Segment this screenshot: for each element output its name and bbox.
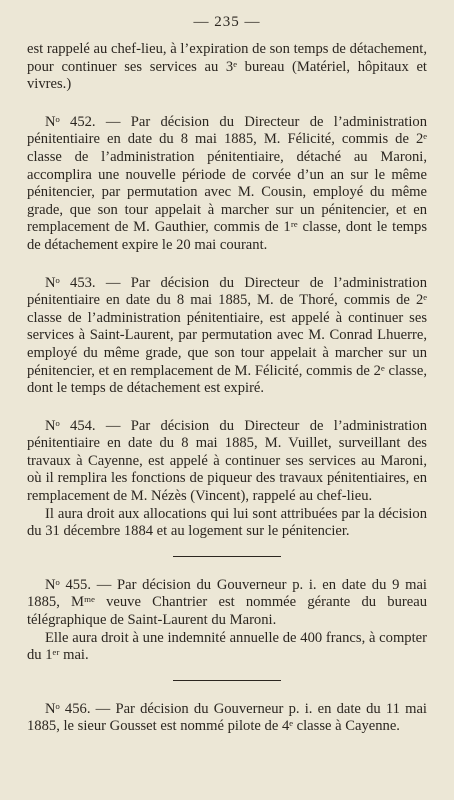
paragraph-decision-454: Nᵒ 454. — Par décision du Directeur de l’administration pénitentiaire en date du 8 mai 1885, M. Vuillet, surveillant des travaux à Cayenne, est appelé à continuer ses services au Maroni, où il remplira les fonctions de piqueur des travaux pénitentiaires, en remplacement de M. Nézès (Vincent), rappelé au chef-lieu. (27, 417, 427, 505)
paragraph-spacer (27, 398, 427, 418)
paragraph-decision-452: Nᵒ 452. — Par décision du Directeur de l’administration pénitentiaire en date du 8 mai 1885, M. Félicité, commis de 2ᵉ classe de l’administration pénitentiaire, détaché au Maroni, accomplira une nouvelle période de corvée d’un an sur le même pénitencier, par permutation avec M. Cousin, employé du même grade, que son tour appelait à marcher sur un pénitencier, et en remplacement de M. Gauthier, commis de 1ʳᵉ classe, dont le temps de détachement expire le 20 mai courant. (27, 113, 427, 253)
separator-rule (173, 680, 281, 681)
paragraph-decision-455-indemnity: Elle aura droit à une indemnité annuelle de 400 francs, à compter du 1ᵉʳ mai. (27, 629, 427, 664)
separator-rule (173, 556, 281, 557)
page-number: — 235 — (193, 14, 261, 30)
paragraph-decision-453: Nᵒ 453. — Par décision du Directeur de l’administration pénitentiaire en date du 8 mai 1885, M. de Thoré, commis de 2ᵉ classe de l’administration pénitentiaire, est appelé à continuer ses services à Saint-Laurent, par permutation avec M. Conrad Lhuerre, employé du même grade, que son tour appelait à marcher sur un pénitencier, et en remplacement de M. Félicité, commis de 2ᵉ classe, dont le temps de détachement est expiré. (27, 274, 427, 397)
paragraph-decision-456: Nᵒ 456. — Par décision du Gouverneur p. i. en date du 11 mai 1885, le sieur Gousset est nommé pilote de 4ᵉ classe à Cayenne. (27, 700, 427, 735)
paragraph-spacer (27, 94, 427, 114)
paragraph-decision-455: Nᵒ 455. — Par décision du Gouverneur p. i. en date du 9 mai 1885, Mᵐᵉ veuve Chantrier est nommée gérante du bureau télégraphique de Saint-Laurent du Maroni. (27, 576, 427, 629)
paragraph-spacer (27, 255, 427, 275)
paragraph-continuation: est rappelé au chef-lieu, à l’expiration de son temps de détachement, pour continuer ses services au 3ᵉ bureau (Matériel, hôpitaux et vivres.) (27, 41, 427, 93)
paragraph-decision-454-allowance: Il aura droit aux allocations qui lui sont attribuées par la décision du 31 décembre 1884 et au logement sur le pénitencier. (27, 505, 427, 540)
